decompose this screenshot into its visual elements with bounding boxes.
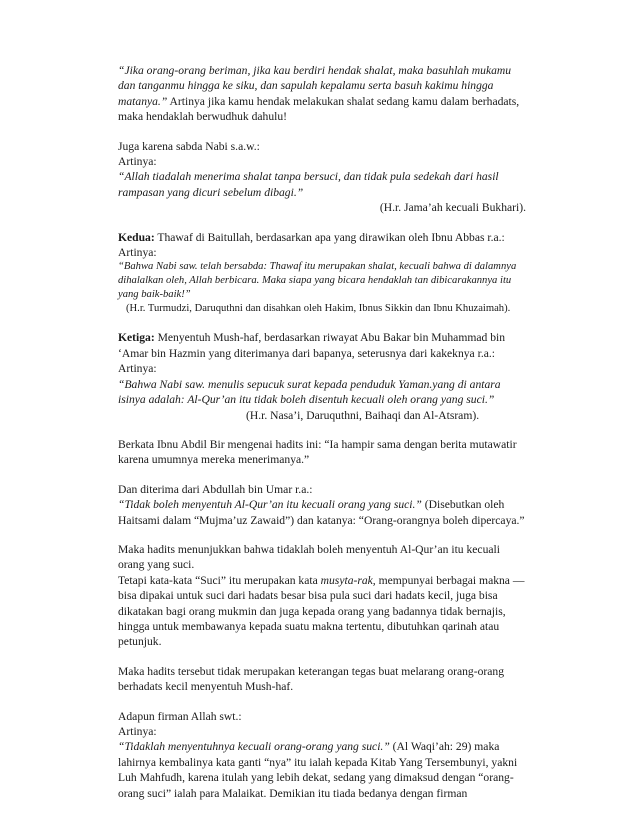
paragraph-ibnu-abdil-bir: Berkata Ibnu Abdil Bir mengenai hadits ini: “Ia hampir sama dengan berita mutawatir karena umumnya mereka menerimanya.”: [118, 437, 517, 467]
ayah-quote: “Tidaklah menyentuhnya kecuali orang-orang yang suci.”: [118, 740, 390, 754]
artinya-label: Artinya:: [118, 362, 157, 376]
term: musyta-rak,: [320, 573, 376, 587]
paragraph-hadats: Maka hadits tersebut tidak merupakan keterangan tegas buat melarang orang-orang berhadats kecil menyentuh Mush-haf.: [118, 664, 504, 694]
hadith-quote: “Allah tiadalah menerima shalat tanpa bersuci, dan tidak pula sedekah dari hasil rampasan yang dicuri sebelum dibagi.”: [118, 170, 499, 199]
paragraph-kedua: Kedua: Thawaf di Baitullah, berdasarkan apa yang dirawikan oleh Ibnu Abbas r.a.:: [118, 230, 505, 244]
hadith-source: (H.r. Jama’ah kecuali Bukhari).: [379, 201, 526, 215]
quote-surah: “Jika orang-orang beriman, jika kau berdiri hendak shalat, maka basuhlah mukamu dan tanganmu hingga ke siku, dan sapulah kepalamu serta basuh kakimu hingga matanya.”: [118, 64, 512, 108]
hadith-quote: “Bahwa Nabi saw. menulis sepucuk surat kepada penduduk Yaman.yang di antara isinya adalah: Al-Qur’an itu tidak boleh disentuh kecuali oleh orang yang suci.”: [118, 377, 501, 407]
intro-line: Adapun firman Allah swt.:: [118, 709, 242, 723]
hadith-source: (H.r. Turmudzi, Daruquthni dan disahkan oleh Hakim, Ibnus Sikkin dan Ibnu Khuzaimah).: [126, 303, 511, 315]
paragraph-umar: “Tidak boleh menyentuh Al-Qur’an itu kecuali orang yang suci.” (Disebutkan oleh Haitsami dalam “Mujma’uz Zawaid”) dan katanya: “Orang-orangnya boleh dipercaya.”: [118, 498, 525, 527]
intro-line: Dan diterima dari Abdullah bin Umar r.a.:: [118, 482, 313, 496]
paragraph-conclusion: Maka hadits menunjukkan bahwa tidaklah boleh menyentuh Al-Qur’an itu kecuali orang yang suci.: [118, 542, 500, 572]
artinya-label: Artinya:: [118, 155, 157, 169]
paragraph-suci: Tetapi kata-kata “Suci” itu merupakan kata musyta-rak, mempunyai berbagai makna — bisa dipakai untuk suci dari hadats besar bisa pula suci dari hadats kecil, juga bisa dikatakan bagi orang mukmin dan juga kepada orang yang badannya tidak bernajis, hingga untuk membawanya kepada suatu makna tertentu, dibutuhkan qarinah atau petunjuk.: [118, 573, 525, 649]
section-label: Kedua:: [118, 230, 155, 244]
paragraph-text: Artinya jika kamu hendak melakukan shalat sedang kamu dalam berhadats, maka hendaklah berwudhuk dahulu!: [118, 94, 520, 124]
hadith-quote: “Bahwa Nabi saw. telah bersabda: Thawaf itu merupakan shalat, kecuali bahwa di dalamnya dihalalkan oleh, Allah berbicara. Maka siapa yang bicara hendaklah tan dibicarakannya itu yang baik-baik!”: [118, 261, 517, 301]
hadith-source: (H.r. Nasa’i, Daruquthni, Baihaqi dan Al-Atsram).: [246, 408, 480, 422]
document-page: [118, 63, 526, 801]
paragraph-wudhu: [118, 63, 526, 125]
artinya-label: Artinya:: [118, 725, 157, 738]
paragraph-waqiah: “Tidaklah menyentuhnya kecuali orang-orang yang suci.” (Al Waqi’ah: 29) maka lahirnya kembalinya kata ganti “nya” itu ialah kepada Kitab Yang Tersembunyi, yakni Luh Mahfudh, karena itulah yang lebih dekat, sedang yang dimaksud dengan “orang-orang suci” ialah para Malaikat. Demikian itu tiada bedanya dengan firman: [118, 740, 518, 800]
section-label: Ketiga:: [118, 331, 155, 345]
artinya-label: Artinya:: [118, 246, 157, 260]
paragraph-ketiga: Ketiga: Menyentuh Mush-haf, berdasarkan riwayat Abu Bakar bin Muhammad bin ‘Amar bin Hazmin yang diterimanya dari bapanya, seterusnya dari kakeknya r.a.:: [118, 331, 506, 360]
hadith-quote: “Tidak boleh menyentuh Al-Qur’an itu kecuali orang yang suci.”: [118, 498, 422, 512]
intro-line: Juga karena sabda Nabi s.a.w.:: [118, 139, 260, 153]
